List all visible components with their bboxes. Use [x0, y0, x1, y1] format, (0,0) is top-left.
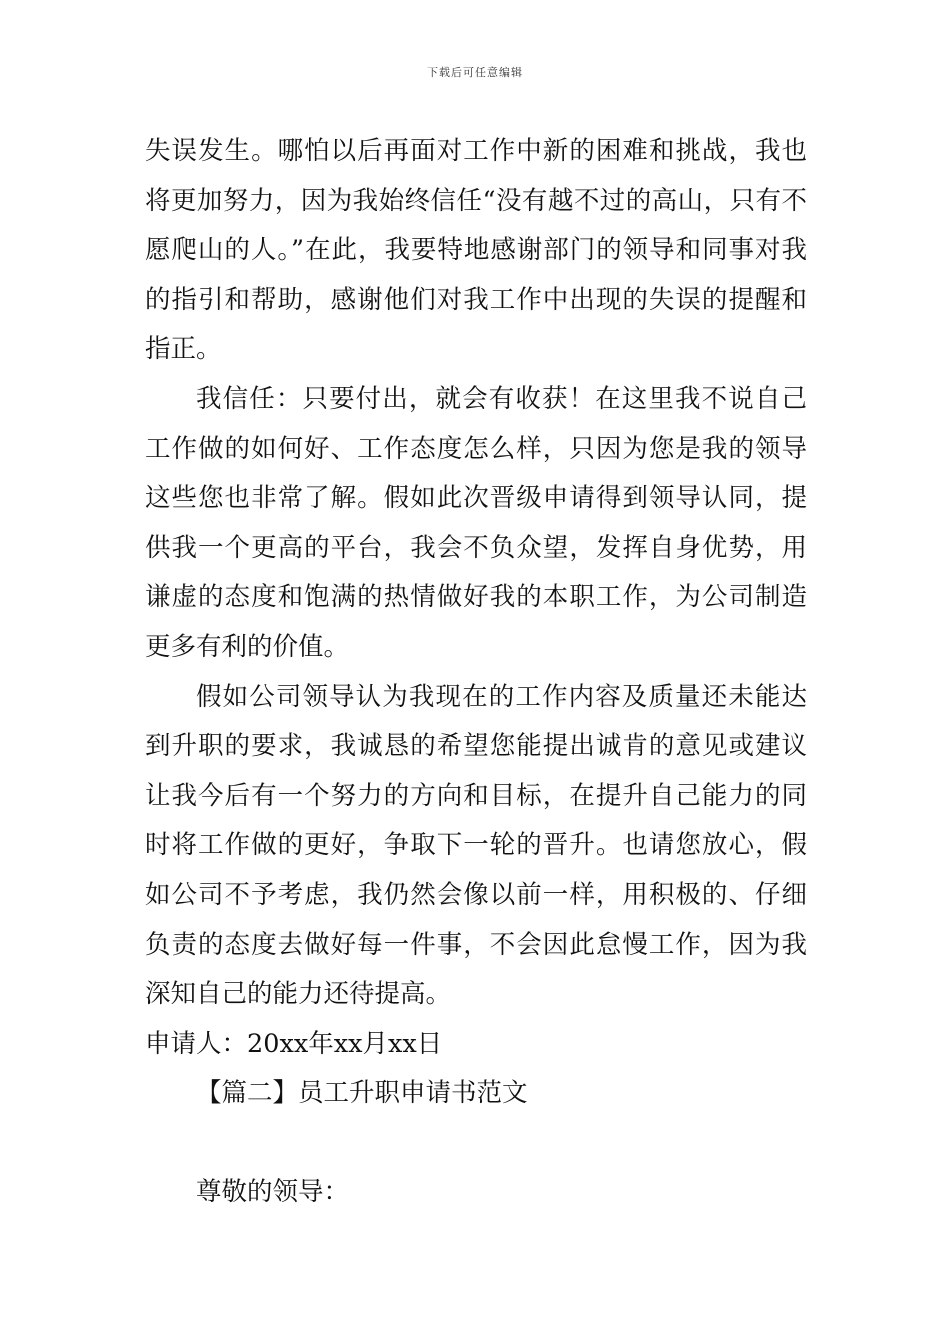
paragraph-request: 假如公司领导认为我现在的工作内容及质量还未能达到升职的要求，我诚恳的希望您能提出诚肯的意见或建议让我今后有一个努力的方向和目标，在提升自己能力的同时将工作做的更好，争取下一轮的晋升。也请您放心，假如公司不予考虑，我仍然会像以前一样，用积极的、仔细负责的态度去做好每一件事，不会因此怠慢工作，因为我深知自己的能力还待提高。: [145, 681, 807, 1010]
document-body: [145, 127, 807, 1217]
salutation: 尊敬的领导：: [196, 1176, 350, 1207]
header-note: 下载后可任意编辑: [427, 66, 523, 79]
signature-line: 申请人：20xx年xx月xx日: [145, 1028, 443, 1059]
paragraph-belief: 我信任：只要付出，就会有收获！在这里我不说自己工作做的如何好、工作态度怎么样，只因为您是我的领导这些您也非常了解。假如此次晋级申请得到领导认同，提供我一个更高的平台，我会不负众望，发挥自身优势，用谦虚的态度和饱满的热情做好我的本职工作，为公司制造更多有利的价值。: [145, 383, 807, 662]
paragraph-continuation: 失误发生。哪怕以后再面对工作中新的困难和挑战，我也将更加努力，因为我始终信任“没有越不过的高山，只有不愿爬山的人。”在此，我要特地感谢部门的领导和同事对我的指引和帮助，感谢他们对我工作中出现的失误的提醒和指正。: [145, 136, 807, 365]
section-heading: 【篇二】员工升职申请书范文: [196, 1078, 528, 1109]
